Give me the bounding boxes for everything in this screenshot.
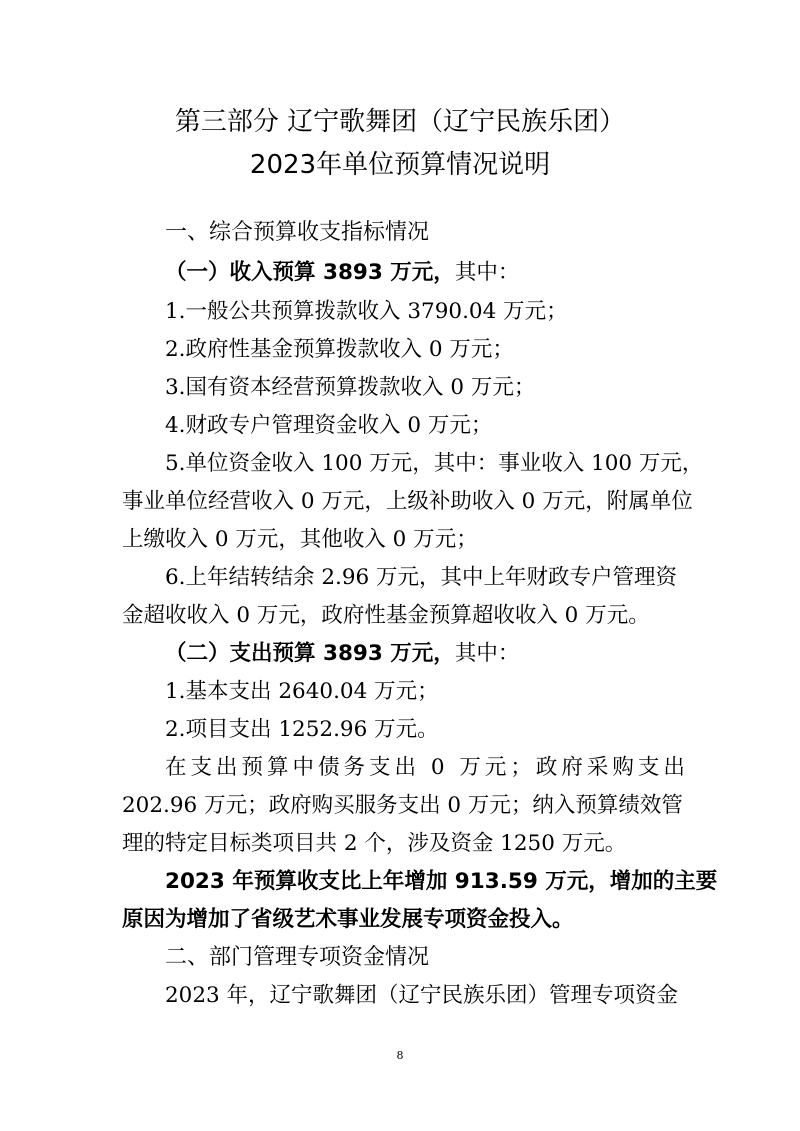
page-title-line2: 2023年单位预算情况说明 (249, 150, 551, 180)
income-item-6-line1: 6.上年结转结余 2.96 万元，其中上年财政专户管理资 (165, 565, 678, 590)
income-item-6-line2: 金超收收入 0 万元，政府性基金预算超收收入 0 万元。 (122, 603, 650, 628)
expense-note-line1: 在支出预算中债务支出 0 万元；政府采购支出 (165, 755, 689, 780)
income-item-5-line1: 5.单位资金收入 100 万元，其中：事业收入 100 万元， (165, 451, 704, 476)
section1-heading: 一、综合预算收支指标情况 (165, 220, 430, 245)
expense-heading (165, 639, 682, 669)
summary-line2: 原因为增加了省级艺术事业发展专项资金投入。 (122, 907, 574, 932)
income-item-5-line2: 事业单位经营收入 0 万元，上级补助收入 0 万元，附属单位 (122, 489, 693, 514)
expense-item-2: 2.项目支出 1252.96 万元。 (165, 717, 439, 742)
income-item-3: 3.国有资本经营预算拨款收入 0 万元； (165, 375, 536, 400)
expense-heading-rest: 其中： (454, 641, 520, 666)
income-heading-rest: 其中： (454, 260, 520, 285)
expense-note-line3: 理的特定目标类项目共 2 个，涉及资金 1250 万元。 (122, 831, 627, 856)
expense-item-1: 1.基本支出 2640.04 万元； (165, 679, 439, 704)
income-heading-bold: （一）收入预算 3893 万元， (165, 260, 455, 285)
income-item-5-line3: 上缴收入 0 万元，其他收入 0 万元； (122, 527, 478, 552)
section2-text: 2023 年，辽宁歌舞团（辽宁民族乐团）管理专项资金 (165, 983, 679, 1008)
section2-heading: 二、部门管理专项资金情况 (165, 945, 430, 970)
income-heading (165, 258, 682, 288)
page-number: 8 (396, 1049, 404, 1062)
expense-heading-bold: （二）支出预算 3893 万元， (165, 641, 455, 666)
income-item-1: 1.一般公共预算拨款收入 3790.04 万元； (165, 299, 568, 324)
income-item-2: 2.政府性基金预算拨款收入 0 万元； (165, 337, 514, 362)
page-title-line1: 第三部分 辽宁歌舞团（辽宁民族乐团） (174, 107, 626, 137)
expense-note-line2: 202.96 万元；政府购买服务支出 0 万元；纳入预算绩效管 (122, 793, 683, 818)
income-item-4: 4.财政专户管理资金收入 0 万元； (165, 413, 493, 438)
summary-line1: 2023 年预算收支比上年增加 913.59 万元，增加的主要 (165, 869, 718, 894)
